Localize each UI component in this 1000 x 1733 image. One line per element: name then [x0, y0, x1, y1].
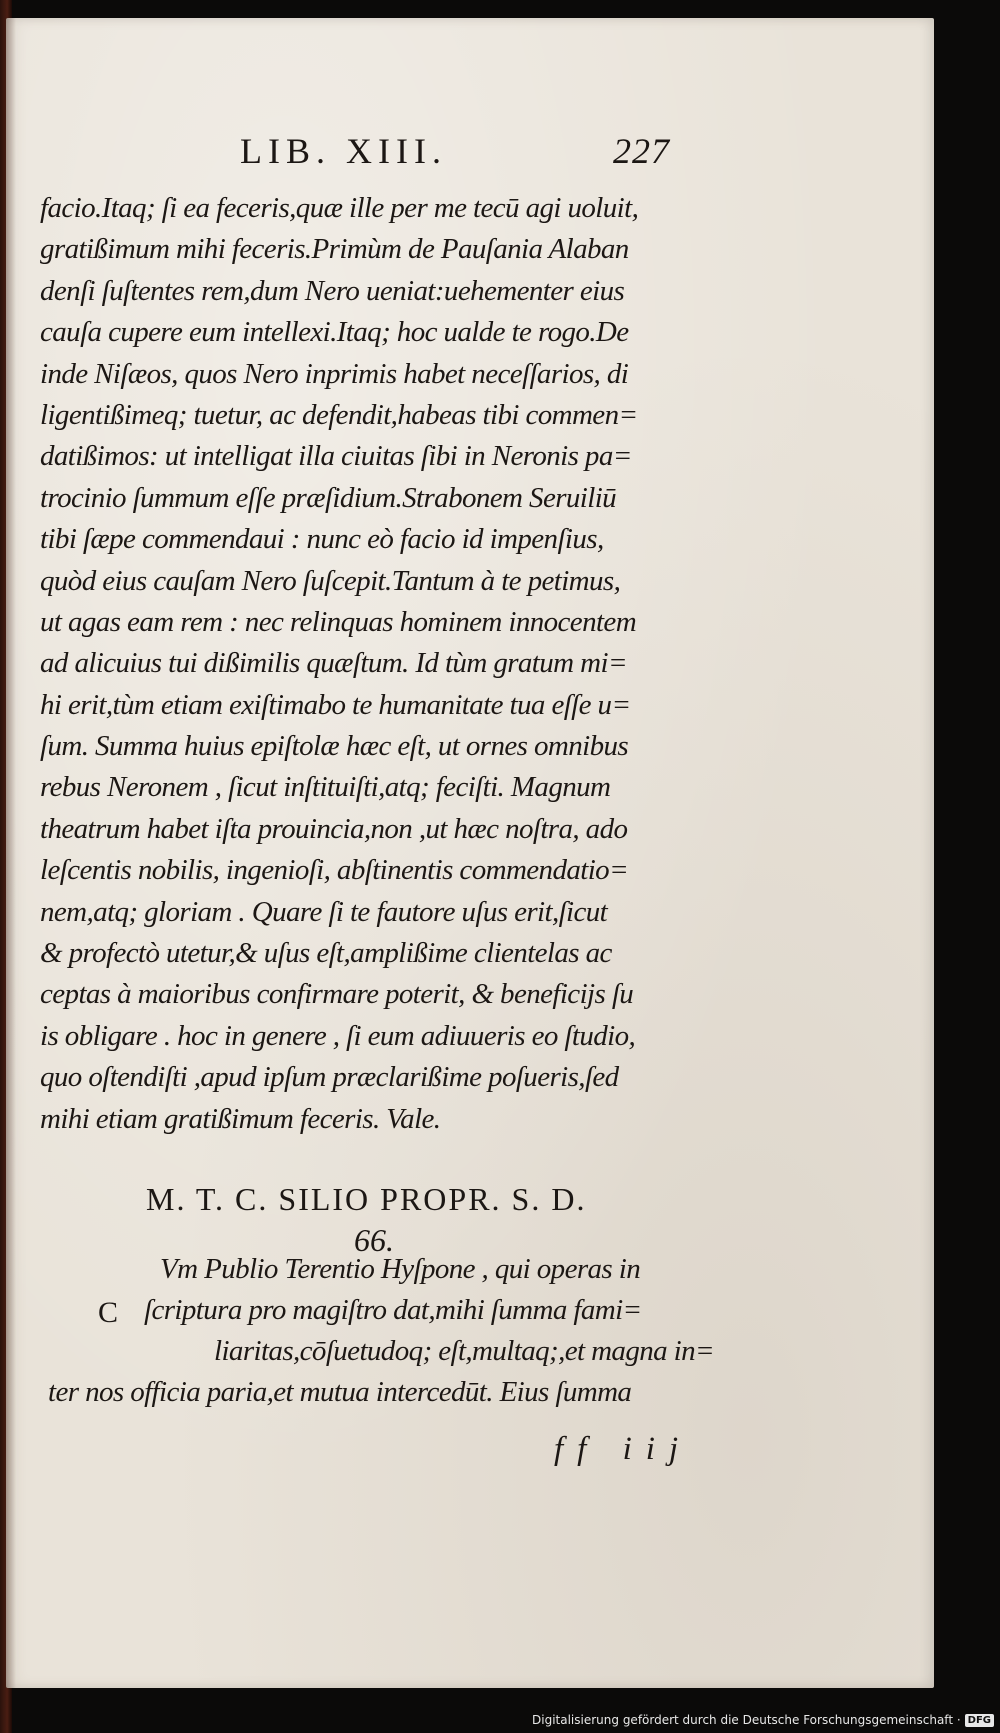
text-line: denſi ſuſtentes rem,dum Nero ueniat:uehementer eius [40, 274, 625, 307]
drop-cap: C [98, 1296, 119, 1329]
letter-heading: M. T. C. SILIO PROPR. S. D. [146, 1181, 587, 1217]
text-line: leſcentis nobilis, ingenioſi, abſtinentis commendatio= [40, 854, 629, 887]
footer-text: Digitalisierung gefördert durch die Deutsche Forschungsgemeinschaft · [532, 1713, 961, 1727]
text-line: inde Niſæos, quos Nero inprimis habet neceſſarios, di [40, 357, 629, 390]
letter-line: ter nos officia paria,et mutua intercedūt. Eius ſumma [48, 1376, 632, 1408]
digitization-footer [532, 1713, 994, 1727]
text-line: ut agas eam rem : nec relinquas hominem innocentem [40, 605, 637, 638]
dfg-logo-icon: DFG [965, 1714, 994, 1727]
page-gutter-shadow [6, 18, 16, 1688]
text-line: ligentißimeq; tuetur, ac defendit,habeas tibi commen= [40, 398, 638, 431]
text-line: & profectò utetur,& uſus eſt,amplißime clientelas ac [40, 937, 612, 970]
text-line: is obligare . hoc in genere , ſi eum adiuueris eo ſtudio, [40, 1019, 636, 1052]
letter-line: liaritas,cōſuetudoq; eſt,multaq;,et magna in= [214, 1335, 715, 1367]
text-line: trocinio ſummum eſſe præſidium.Strabonem Seruiliū [40, 481, 617, 514]
signature-mark: ff iij [554, 1431, 693, 1467]
text-line: theatrum habet iſta prouincia,non ,ut hæc noſtra, ado [40, 812, 628, 845]
text-line: datißimos: ut intelligat illa ciuitas ſibi in Neronis pa= [40, 440, 632, 473]
letter-number: 66. [354, 1222, 394, 1258]
running-head [240, 130, 670, 184]
body-text [40, 188, 710, 1140]
text-line: mihi etiam gratißimum feceris. Vale. [40, 1102, 441, 1135]
text-line: facio.Itaq; ſi ea feceris,quæ ille per me tecū agi uoluit, [40, 192, 639, 224]
text-line: ſum. Summa huius epiſtolæ hæc eſt, ut ornes omnibus [40, 730, 629, 763]
book-title: LIB. XIII. [240, 131, 447, 171]
text-line: tibi ſæpe commendaui : nunc eò facio id impenſius, [40, 523, 604, 556]
book-page [6, 18, 934, 1688]
text-line: ad alicuius tui dißimilis quæſtum. Id tùm gratum mi= [40, 647, 627, 680]
text-line: ceptas à maioribus confirmare poterit, & beneficijs ſu [40, 978, 634, 1011]
text-line: nem,atq; gloriam . Quare ſi te fautore uſus erit,ſicut [40, 895, 608, 928]
letter-line: ſcriptura pro magiſtro dat,mihi ſumma fami= [144, 1294, 642, 1326]
letter-line: Vm Publio Terentio Hyſpone , qui operas in [160, 1253, 641, 1285]
text-line: quo oſtendiſti ,apud ipſum præclarißime poſueris,ſed [40, 1061, 619, 1094]
page-number: 227 [613, 131, 670, 171]
text-line: hi erit,tùm etiam exiſtimabo te humanitate tua eſſe u= [40, 688, 631, 721]
text-line: rebus Neronem , ſicut inſtituiſti,atq; feciſti. Magnum [40, 771, 611, 804]
text-line: quòd eius cauſam Nero ſuſcepit.Tantum à te petimus, [40, 564, 621, 597]
text-line: gratißimum mihi feceris.Primùm de Pauſania Alaban [40, 233, 629, 266]
text-line: cauſa cupere eum intellexi.Itaq; hoc ualde te rogo.De [40, 316, 629, 349]
